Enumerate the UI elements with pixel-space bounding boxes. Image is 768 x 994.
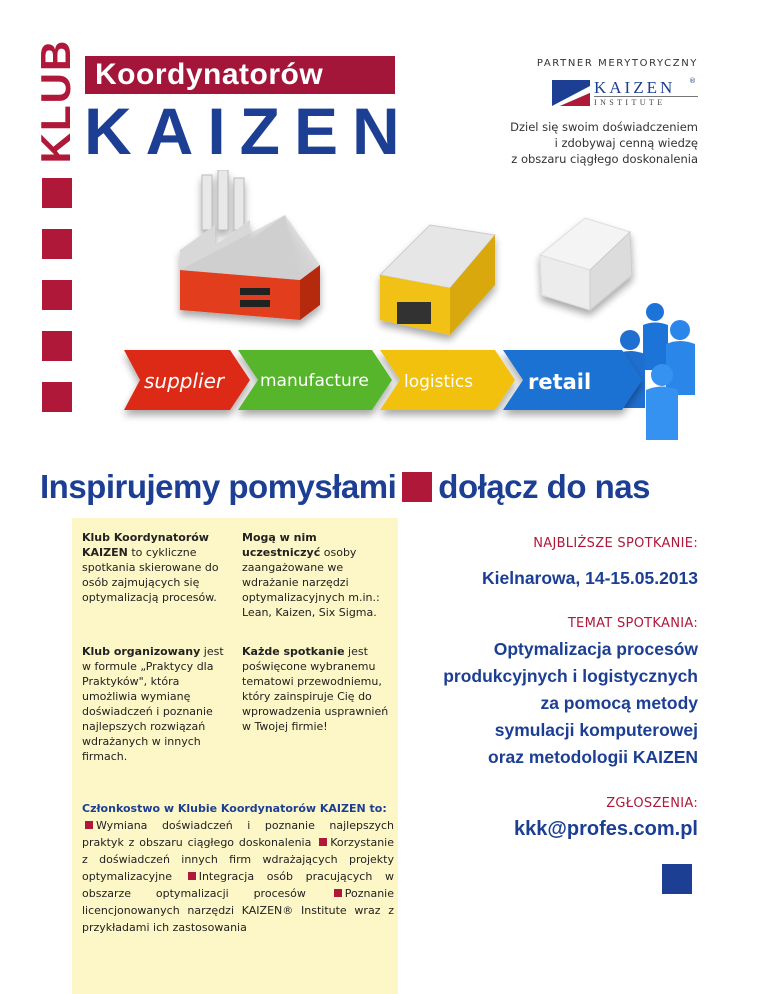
decorative-squares [42, 178, 72, 433]
klub-vertical-label [32, 38, 79, 163]
red-square [42, 331, 72, 361]
red-square [42, 382, 72, 412]
registered-mark: ® [689, 77, 696, 85]
info-panel [72, 518, 398, 994]
manufacture-label: manufacture [260, 371, 369, 391]
headline [40, 468, 740, 506]
membership-item: Poznanie licencjonowanych narzędzi KAIZEN® Institute wraz z przykładami ich zastosowania [82, 887, 394, 934]
headline-square [402, 472, 432, 502]
warehouse-icon [380, 225, 495, 335]
tagline-line: Dziel się swoim doświadczeniem [510, 120, 698, 134]
factory-icon [180, 170, 320, 320]
info-format-text: jest w formule „Praktycy dla Praktyków", która umożliwia wymianę doświadczeń i poznanie najlepszych rozwiązań wdrażanych w innych firmach. [82, 645, 224, 763]
info-participants-bold: Mogą w nim uczestniczyć [242, 531, 321, 559]
meeting-topic [368, 636, 698, 771]
info-about-bold: Klub Koordynatorów KAIZEN [82, 531, 209, 559]
contact-email-link[interactable]: kkk@profes.com.pl [513, 818, 698, 840]
red-square [42, 178, 72, 208]
tagline-line: z obszaru ciągłego doskonalenia [511, 152, 698, 166]
store-icon [540, 218, 632, 310]
kaizen-institute-sub: INSTITUTE [594, 96, 698, 107]
logistics-label: logistics [404, 372, 474, 392]
blue-square [662, 864, 692, 894]
supply-chain-illustration [110, 170, 710, 460]
meeting-date: Kielnarowa, 14-15.05.2013 [482, 568, 698, 588]
bullet-square [188, 872, 196, 880]
topic-line: za pomocą metody [540, 693, 698, 713]
bullet-square [319, 838, 327, 846]
topic-line: oraz metodologii KAIZEN [488, 747, 698, 767]
headline-part1: Inspirujemy pomysłami [40, 468, 397, 505]
partner-label: PARTNER MERYTORYCZNY [536, 58, 698, 69]
bullet-square [334, 889, 342, 897]
tagline-line: i zdobywaj cenną wiedzę [554, 136, 698, 150]
supplier-label: supplier [144, 369, 225, 393]
red-square [42, 229, 72, 259]
info-participants-text: osoby zaangażowane we wdrażanie narzędzi optymalizacyjnych m.in.: Lean, Kaizen, Six Sigma. [242, 546, 380, 619]
topic-line: Optymalizacja procesów [493, 639, 698, 659]
next-meeting-label: NAJBLIŻSZE SPOTKANIE: [533, 536, 698, 551]
info-format [82, 644, 230, 764]
logo-band-text: Koordynatorów [95, 58, 324, 91]
topic-line: symulacji komputerowej [494, 720, 698, 740]
kaizen-institute-logo [552, 77, 698, 107]
red-square [42, 280, 72, 310]
partner-tagline [478, 119, 698, 167]
bullet-square [85, 821, 93, 829]
logo-kaizen: KAIZEN [84, 94, 414, 168]
topic-line: produkcyjnych i logistycznych [443, 666, 698, 686]
membership-item: Integracja osób pracujących w obszarze optymalizacji procesów [82, 870, 395, 900]
info-about-text: to cykliczne spotkania skierowane do osób zajmujących się optymalizacją procesów. [82, 546, 219, 604]
info-theme-text: jest poświęcone wybranemu tematowi przewodniemu, który zainspiruje Cię do wprowadzenia usprawnień w Twojej firmie! [242, 645, 389, 733]
info-about [82, 530, 230, 605]
membership-benefits [82, 800, 394, 936]
klub-text: KLUB [32, 38, 79, 163]
flag-icon [552, 80, 590, 106]
membership-item: Wymiana doświadczeń i poznanie najlepszych praktyk z obszaru ciągłego doskonalenia [82, 819, 394, 849]
headline-part2: dołącz do nas [438, 468, 651, 505]
logo-band [85, 56, 395, 94]
membership-item: Korzystanie z doświadczeń innych firm wdrażających projekty optymalizacyjne [82, 836, 394, 883]
membership-title: Członkostwo w Klubie Koordynatorów KAIZEN to: [82, 802, 387, 815]
applications-label: ZGŁOSZENIA: [606, 796, 698, 811]
retail-label: retail [528, 370, 592, 394]
info-participants [242, 530, 392, 620]
info-format-bold: Klub organizowany [82, 645, 201, 658]
kaizen-institute-name: KAIZEN [594, 78, 676, 97]
topic-label: TEMAT SPOTKANIA: [567, 616, 698, 631]
info-theme-bold: Każde spotkanie [242, 645, 345, 658]
